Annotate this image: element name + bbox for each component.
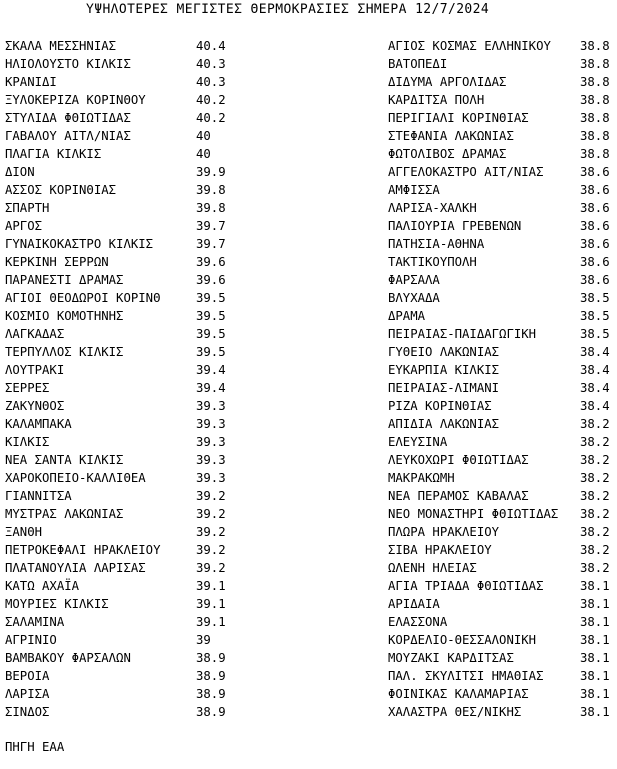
- list-item: [5, 145, 245, 163]
- list-item: [5, 343, 245, 361]
- list-item: [5, 397, 245, 415]
- list-item: [5, 127, 245, 145]
- list-item: [388, 73, 616, 91]
- list-item: [388, 217, 616, 235]
- temperature-value: 38.1: [580, 633, 610, 647]
- list-item: [5, 433, 245, 451]
- temperature-value: 38.1: [580, 705, 610, 719]
- list-item: [5, 469, 245, 487]
- list-item: [388, 199, 616, 217]
- list-item: [5, 55, 245, 73]
- temperature-value: 39.5: [196, 327, 226, 341]
- station-name: ΛΑΓΚΑΔΑΣ: [5, 327, 65, 341]
- station-name: ΠΑΡΑΝΕΣΤΙ ΔΡΑΜΑΣ: [5, 273, 124, 287]
- temperature-value: 38.8: [580, 129, 610, 143]
- station-name: ΚΡΑΝΙΔΙ: [5, 75, 57, 89]
- temperature-value: 39.5: [196, 309, 226, 323]
- temperature-value: 39.4: [196, 363, 226, 377]
- list-item: [5, 235, 245, 253]
- station-name: ΚΟΡΔΕΛΙΟ-ΘΕΣΣΑΛΟΝΙΚΗ: [388, 633, 537, 647]
- list-item: [388, 649, 616, 667]
- list-item: [5, 505, 245, 523]
- temperature-value: 39.3: [196, 417, 226, 431]
- temperature-value: 38.9: [196, 687, 226, 701]
- station-name: ΠΛΩΡΑ ΗΡΑΚΛΕΙΟΥ: [388, 525, 500, 539]
- station-name: ΤΕΡΠΥΛΛΟΣ ΚΙΛΚΙΣ: [5, 345, 124, 359]
- station-name: ΒΑΤΟΠΕΔΙ: [388, 57, 448, 71]
- temperature-value: 38.8: [580, 147, 610, 161]
- temperature-value: 38.5: [580, 327, 610, 341]
- page-title: ΥΨΗΛΟΤΕΡΕΣ ΜΕΓΙΣΤΕΣ ΘΕΡΜΟΚΡΑΣΙΕΣ ΣΗΜΕΡΑ 12/7/2024: [86, 2, 490, 17]
- list-item: [388, 109, 616, 127]
- list-item: [5, 325, 245, 343]
- list-item: [5, 37, 245, 55]
- list-item: [388, 55, 616, 73]
- temperature-value: 38.2: [580, 507, 610, 521]
- list-item: [388, 343, 616, 361]
- list-item: [5, 271, 245, 289]
- temperature-value: 38.4: [580, 381, 610, 395]
- temperature-value: 38.2: [580, 417, 610, 431]
- temperature-value: 38.9: [196, 705, 226, 719]
- station-name: ΝΕΟ ΜΟΝΑΣΤΗΡΙ ΦΘΙΩΤΙΔΑΣ: [388, 507, 559, 521]
- station-name: ΞΥΛΟΚΕΡΙΖΑ ΚΟΡΙΝΘΟΥ: [5, 93, 146, 107]
- station-name: ΠΑΛΙΟΥΡΙΑ ΓΡΕΒΕΝΩΝ: [388, 219, 522, 233]
- temperature-value: 38.2: [580, 435, 610, 449]
- temperature-value: 39.2: [196, 489, 226, 503]
- temperature-value: 40: [196, 147, 211, 161]
- station-name: ΑΡΙΔΑΙΑ: [388, 597, 440, 611]
- temperature-value: 40.2: [196, 93, 226, 107]
- station-name: ΠΛΑΓΙΑ ΚΙΛΚΙΣ: [5, 147, 102, 161]
- list-item: [5, 361, 245, 379]
- station-name: ΑΓΙΟΣ ΚΟΣΜΑΣ ΕΛΛΗΝΙΚΟΥ: [388, 39, 551, 53]
- temperature-value: 38.6: [580, 183, 610, 197]
- list-item: [388, 703, 616, 721]
- temperature-value: 39.7: [196, 237, 226, 251]
- station-name: ΣΙΒΑ ΗΡΑΚΛΕΙΟΥ: [388, 543, 492, 557]
- temperature-value: 39.7: [196, 219, 226, 233]
- station-name: ΓΥΘΕΙΟ ΛΑΚΩΝΙΑΣ: [388, 345, 500, 359]
- list-item: [388, 289, 616, 307]
- station-name: ΠΑΤΗΣΙΑ-ΑΘΗΝΑ: [388, 237, 485, 251]
- station-name: ΜΟΥΡΙΕΣ ΚΙΛΚΙΣ: [5, 597, 109, 611]
- left-temperature-list: [5, 37, 245, 721]
- temperature-value: 38.6: [580, 237, 610, 251]
- station-name: ΑΡΓΟΣ: [5, 219, 43, 233]
- list-item: [388, 397, 616, 415]
- right-temperature-list: [388, 37, 616, 721]
- temperature-value: 40.3: [196, 75, 226, 89]
- station-name: ΧΑΡΟΚΟΠΕΙΟ-ΚΑΛΛΙΘΕΑ: [5, 471, 146, 485]
- list-item: [5, 91, 245, 109]
- temperature-value: 38.4: [580, 345, 610, 359]
- temperature-value: 38.1: [580, 615, 610, 629]
- temperature-value: 38.1: [580, 597, 610, 611]
- list-item: [5, 685, 245, 703]
- list-item: [388, 433, 616, 451]
- temperature-value: 39.2: [196, 561, 226, 575]
- temperature-value: 38.1: [580, 651, 610, 665]
- station-name: ΚΑΛΑΜΠΑΚΑ: [5, 417, 72, 431]
- temperature-value: 39.3: [196, 453, 226, 467]
- station-name: ΦΑΡΣΑΛΑ: [388, 273, 440, 287]
- list-item: [388, 325, 616, 343]
- station-name: ΗΛΙΟΛΟΥΣΤΟ ΚΙΛΚΙΣ: [5, 57, 131, 71]
- temperature-value: 38.4: [580, 399, 610, 413]
- list-item: [388, 145, 616, 163]
- station-name: ΣΕΡΡΕΣ: [5, 381, 50, 395]
- station-name: ΖΑΚΥΝΘΟΣ: [5, 399, 65, 413]
- temperature-value: 38.8: [580, 57, 610, 71]
- station-name: ΒΑΜΒΑΚΟΥ ΦΑΡΣΑΛΩΝ: [5, 651, 131, 665]
- station-name: ΚΕΡΚΙΝΗ ΣΕΡΡΩΝ: [5, 255, 109, 269]
- list-item: [5, 631, 245, 649]
- list-item: [388, 253, 616, 271]
- station-name: ΛΑΡΙΣΑ: [5, 687, 50, 701]
- station-name: ΠΑΛ. ΣΚΥΛΙΤΣΙ ΗΜΑΘΙΑΣ: [388, 669, 544, 683]
- temperature-value: 38.8: [580, 39, 610, 53]
- temperature-value: 39.2: [196, 525, 226, 539]
- temperature-value: 38.9: [196, 651, 226, 665]
- temperature-value: 39.1: [196, 579, 226, 593]
- station-name: ΣΚΑΛΑ ΜΕΣΣΗΝΙΑΣ: [5, 39, 117, 53]
- list-item: [388, 613, 616, 631]
- list-item: [388, 379, 616, 397]
- station-name: ΣΠΑΡΤΗ: [5, 201, 50, 215]
- list-item: [388, 487, 616, 505]
- list-item: [388, 415, 616, 433]
- temperature-value: 39.8: [196, 183, 226, 197]
- list-item: [388, 505, 616, 523]
- temperature-value: 39.1: [196, 597, 226, 611]
- station-name: ΚΑΤΩ ΑΧΑΪΑ: [5, 579, 80, 593]
- list-item: [5, 181, 245, 199]
- list-item: [5, 109, 245, 127]
- station-name: ΛΟΥΤΡΑΚΙ: [5, 363, 65, 377]
- temperature-value: 38.2: [580, 489, 610, 503]
- list-item: [5, 253, 245, 271]
- list-item: [5, 307, 245, 325]
- list-item: [388, 685, 616, 703]
- station-name: ΔΡΑΜΑ: [388, 309, 426, 323]
- list-item: [5, 163, 245, 181]
- list-item: [388, 307, 616, 325]
- list-item: [5, 703, 245, 721]
- station-name: ΑΜΦΙΣΣΑ: [388, 183, 440, 197]
- station-name: ΑΓΙΑ ΤΡΙΑΔΑ ΦΘΙΩΤΙΔΑΣ: [388, 579, 544, 593]
- station-name: ΜΟΥΖΑΚΙ ΚΑΡΔΙΤΣΑΣ: [388, 651, 514, 665]
- temperature-value: 39.4: [196, 381, 226, 395]
- temperature-value: 38.6: [580, 255, 610, 269]
- list-item: [5, 667, 245, 685]
- station-name: ΤΑΚΤΙΚΟΥΠΟΛΗ: [388, 255, 477, 269]
- temperature-value: 39.6: [196, 273, 226, 287]
- station-name: ΠΕΙΡΑΙΑΣ-ΠΑΙΔΑΓΩΓΙΚΗ: [388, 327, 537, 341]
- station-name: ΣΤΥΛΙΔΑ ΦΘΙΩΤΙΔΑΣ: [5, 111, 131, 125]
- station-name: ΛΑΡΙΣΑ-ΧΑΛΚΗ: [388, 201, 477, 215]
- list-item: [5, 415, 245, 433]
- temperature-value: 39.3: [196, 435, 226, 449]
- station-name: ΒΛΥΧΑΔΑ: [388, 291, 440, 305]
- station-name: ΓΥΝΑΙΚΟΚΑΣΤΡΟ ΚΙΛΚΙΣ: [5, 237, 154, 251]
- list-item: [5, 541, 245, 559]
- list-item: [388, 235, 616, 253]
- temperature-value: 39: [196, 633, 211, 647]
- station-name: ΡΙΖΑ ΚΟΡΙΝΘΙΑΣ: [388, 399, 492, 413]
- station-name: ΔΙΔΥΜΑ ΑΡΓΟΛΙΔΑΣ: [388, 75, 507, 89]
- temperature-value: 38.6: [580, 165, 610, 179]
- station-name: ΚΟΣΜΙΟ ΚΟΜΟΤΗΝΗΣ: [5, 309, 124, 323]
- list-item: [388, 523, 616, 541]
- temperature-value: 38.2: [580, 525, 610, 539]
- temperature-value: 38.8: [580, 111, 610, 125]
- station-name: ΑΓΙΟΙ ΘΕΟΔΩΡΟΙ ΚΟΡΙΝΘ: [5, 291, 161, 305]
- station-name: ΑΣΣΟΣ ΚΟΡΙΝΘΙΑΣ: [5, 183, 117, 197]
- list-item: [5, 613, 245, 631]
- station-name: ΠΕΙΡΑΙΑΣ-ΛΙΜΑΝΙ: [388, 381, 500, 395]
- station-name: ΣΤΕΦΑΝΙΑ ΛΑΚΩΝΙΑΣ: [388, 129, 514, 143]
- list-item: [388, 361, 616, 379]
- temperature-value: 38.5: [580, 309, 610, 323]
- station-name: ΜΥΣΤΡΑΣ ΛΑΚΩΝΙΑΣ: [5, 507, 124, 521]
- station-name: ΠΛΑΤΑΝΟΥΛΙΑ ΛΑΡΙΣΑΣ: [5, 561, 146, 575]
- temperature-value: 38.8: [580, 93, 610, 107]
- station-name: ΑΓΓΕΛΟΚΑΣΤΡΟ ΑΙΤ/ΝΙΑΣ: [388, 165, 544, 179]
- station-name: ΚΙΛΚΙΣ: [5, 435, 50, 449]
- station-name: ΕΛΕΥΣΙΝΑ: [388, 435, 448, 449]
- station-name: ΕΥΚΑΡΠΙΑ ΚΙΛΚΙΣ: [388, 363, 500, 377]
- station-name: ΓΑΒΑΛΟΥ ΑΙΤΛ/ΝΙΑΣ: [5, 129, 131, 143]
- temperature-value: 39.6: [196, 255, 226, 269]
- temperature-value: 40.3: [196, 57, 226, 71]
- station-name: ΕΛΑΣΣΟΝΑ: [388, 615, 448, 629]
- list-item: [388, 451, 616, 469]
- list-item: [388, 127, 616, 145]
- temperature-value: 39.5: [196, 345, 226, 359]
- station-name: ΝΕΑ ΠΕΡΑΜΟΣ ΚΑΒΑΛΑΣ: [388, 489, 529, 503]
- temperature-value: 38.5: [580, 291, 610, 305]
- temperature-value: 39.3: [196, 471, 226, 485]
- station-name: ΛΕΥΚΟΧΩΡΙ ΦΘΙΩΤΙΔΑΣ: [388, 453, 529, 467]
- list-item: [5, 379, 245, 397]
- list-item: [388, 163, 616, 181]
- list-item: [388, 577, 616, 595]
- temperature-value: 38.9: [196, 669, 226, 683]
- temperature-value: 40: [196, 129, 211, 143]
- station-name: ΓΙΑΝΝΙΤΣΑ: [5, 489, 72, 503]
- list-item: [5, 577, 245, 595]
- station-name: ΠΕΡΙΓΙΑΛΙ ΚΟΡΙΝΘΙΑΣ: [388, 111, 529, 125]
- list-item: [388, 595, 616, 613]
- list-item: [388, 469, 616, 487]
- list-item: [5, 289, 245, 307]
- list-item: [5, 451, 245, 469]
- list-item: [388, 271, 616, 289]
- temperature-value: 38.1: [580, 687, 610, 701]
- station-name: ΣΑΛΑΜΙΝΑ: [5, 615, 65, 629]
- list-item: [5, 199, 245, 217]
- list-item: [5, 523, 245, 541]
- station-name: ΠΕΤΡΟΚΕΦΑΛΙ ΗΡΑΚΛΕΙΟΥ: [5, 543, 161, 557]
- list-item: [5, 649, 245, 667]
- temperature-value: 38.6: [580, 201, 610, 215]
- temperature-value: 39.1: [196, 615, 226, 629]
- station-name: ΣΙΝΔΟΣ: [5, 705, 50, 719]
- list-item: [388, 559, 616, 577]
- station-name: ΔΙΟΝ: [5, 165, 35, 179]
- station-name: ΚΑΡΔΙΤΣΑ ΠΟΛΗ: [388, 93, 485, 107]
- temperature-value: 40.4: [196, 39, 226, 53]
- list-item: [5, 559, 245, 577]
- temperature-value: 38.2: [580, 453, 610, 467]
- temperature-value: 39.3: [196, 399, 226, 413]
- list-item: [388, 631, 616, 649]
- list-item: [388, 667, 616, 685]
- station-name: ΦΩΤΟΛΙΒΟΣ ΔΡΑΜΑΣ: [388, 147, 507, 161]
- temperature-value: 38.1: [580, 669, 610, 683]
- temperature-value: 39.5: [196, 291, 226, 305]
- temperature-value: 39.2: [196, 507, 226, 521]
- list-item: [388, 37, 616, 55]
- list-item: [388, 91, 616, 109]
- temperature-value: 38.6: [580, 219, 610, 233]
- station-name: ΒΕΡΟΙΑ: [5, 669, 50, 683]
- station-name: ΦΟΙΝΙΚΑΣ ΚΑΛΑΜΑΡΙΑΣ: [388, 687, 529, 701]
- source-note: ΠΗΓΗ ΕΑΑ: [5, 740, 65, 754]
- station-name: ΑΠΙΔΙΑ ΛΑΚΩΝΙΑΣ: [388, 417, 500, 431]
- list-item: [5, 487, 245, 505]
- temperature-value: 38.1: [580, 579, 610, 593]
- list-item: [5, 595, 245, 613]
- temperature-value: 38.6: [580, 273, 610, 287]
- temperature-value: 39.9: [196, 165, 226, 179]
- temperature-value: 39.8: [196, 201, 226, 215]
- list-item: [5, 217, 245, 235]
- temperature-value: 38.8: [580, 75, 610, 89]
- station-name: ΝΕΑ ΣΑΝΤΑ ΚΙΛΚΙΣ: [5, 453, 124, 467]
- station-name: ΧΑΛΑΣΤΡΑ ΘΕΣ/ΝΙΚΗΣ: [388, 705, 522, 719]
- temperature-value: 40.2: [196, 111, 226, 125]
- temperature-value: 38.4: [580, 363, 610, 377]
- temperature-value: 39.2: [196, 543, 226, 557]
- station-name: ΜΑΚΡΑΚΩΜΗ: [388, 471, 455, 485]
- station-name: ΩΛΕΝΗ ΗΛΕΙΑΣ: [388, 561, 477, 575]
- list-item: [5, 73, 245, 91]
- temperature-value: 38.2: [580, 471, 610, 485]
- station-name: ΞΑΝΘΗ: [5, 525, 43, 539]
- station-name: ΑΓΡΙΝΙΟ: [5, 633, 57, 647]
- temperature-value: 38.2: [580, 543, 610, 557]
- list-item: [388, 181, 616, 199]
- list-item: [388, 541, 616, 559]
- temperature-value: 38.2: [580, 561, 610, 575]
